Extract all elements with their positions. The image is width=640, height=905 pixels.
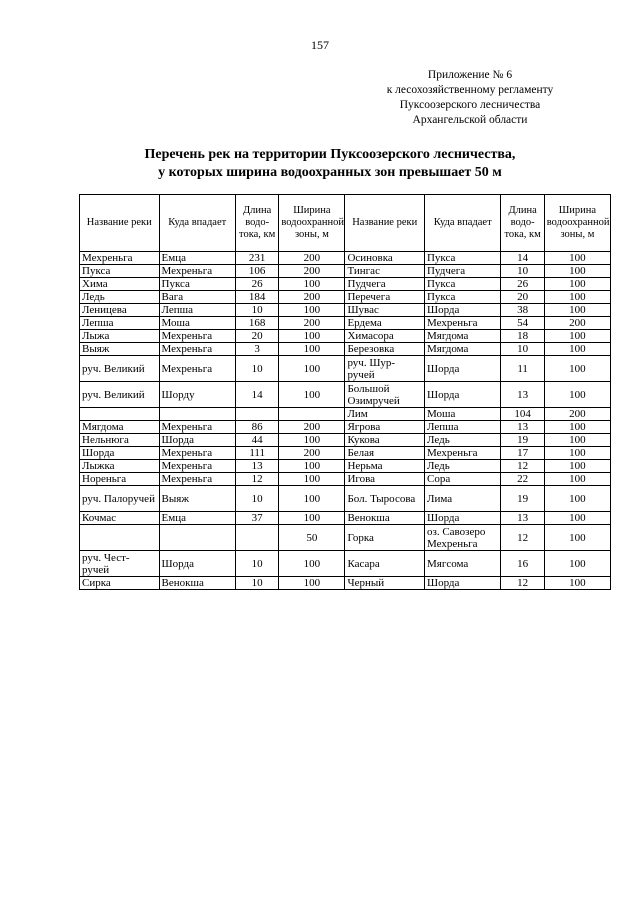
cell-length: 17	[501, 447, 544, 460]
title-line-1: Перечень рек на территории Пуксоозерского лесничества,	[144, 147, 516, 162]
cell-flows-into: Мягдома	[424, 330, 500, 343]
cell-zone-width: 100	[544, 304, 610, 317]
cell-flows-into: Мехреньга	[424, 317, 500, 330]
cell-flows-into: Мехреньга	[159, 421, 235, 434]
cell-length: 20	[235, 330, 278, 343]
cell-flows-into: Мехреньга	[159, 473, 235, 486]
cell-flows-into: Вага	[159, 291, 235, 304]
table-row	[80, 434, 611, 447]
cell-length: 22	[501, 473, 544, 486]
cell-zone-width: 100	[279, 512, 345, 525]
cell-flows-into: Лима	[424, 486, 500, 512]
cell-zone-width: 100	[279, 551, 345, 577]
cell-zone-width: 100	[544, 330, 610, 343]
cell-river-name: руч. Великий	[80, 356, 160, 382]
cell-river-name: Лыжа	[80, 330, 160, 343]
cell-length: 20	[501, 291, 544, 304]
cell-zone-width	[279, 408, 345, 421]
cell-river-name: Кочмас	[80, 512, 160, 525]
cell-zone-width: 200	[279, 265, 345, 278]
table-row	[80, 317, 611, 330]
cell-river-name: Леницева	[80, 304, 160, 317]
cell-zone-width: 100	[544, 356, 610, 382]
appendix-note	[350, 68, 590, 128]
cell-river-name: Черный	[345, 577, 425, 590]
cell-flows-into: Мягдома	[424, 343, 500, 356]
cell-river-name: Бол. Тыросова	[345, 486, 425, 512]
cell-length: 104	[501, 408, 544, 421]
cell-flows-into: Мехреньга	[159, 356, 235, 382]
cell-river-name: Ледь	[80, 291, 160, 304]
cell-length	[235, 408, 278, 421]
cell-zone-width: 100	[544, 265, 610, 278]
cell-length: 14	[235, 382, 278, 408]
cell-flows-into: Ледь	[424, 460, 500, 473]
table-row	[80, 486, 611, 512]
cell-zone-width: 100	[279, 382, 345, 408]
cell-flows-into: Выяж	[159, 486, 235, 512]
table-row	[80, 330, 611, 343]
table-row	[80, 304, 611, 317]
cell-river-name: Ягрова	[345, 421, 425, 434]
cell-length: 168	[235, 317, 278, 330]
table-row	[80, 421, 611, 434]
cell-flows-into	[159, 408, 235, 421]
header-zone-width: Ширина водоохранной зоны, м	[544, 195, 610, 252]
cell-flows-into: Моша	[159, 317, 235, 330]
cell-river-name: Перечега	[345, 291, 425, 304]
cell-length: 26	[501, 278, 544, 291]
cell-zone-width: 100	[544, 525, 610, 551]
cell-river-name: Лепша	[80, 317, 160, 330]
table-row	[80, 356, 611, 382]
cell-river-name: Лим	[345, 408, 425, 421]
cell-flows-into: Пукса	[159, 278, 235, 291]
header-zone-width: Ширина водоохранной зоны, м	[279, 195, 345, 252]
document-title	[60, 146, 600, 182]
table-row	[80, 265, 611, 278]
appendix-line: к лесохозяйственному регламенту	[386, 84, 554, 96]
cell-river-name: Сирка	[80, 577, 160, 590]
cell-zone-width: 100	[544, 447, 610, 460]
cell-river-name: Кукова	[345, 434, 425, 447]
cell-flows-into: Лепша	[159, 304, 235, 317]
cell-zone-width: 200	[279, 252, 345, 265]
cell-length: 11	[501, 356, 544, 382]
table-row	[80, 408, 611, 421]
cell-zone-width: 100	[544, 252, 610, 265]
cell-flows-into: Шорда	[424, 356, 500, 382]
page-number: 157	[311, 38, 329, 52]
cell-zone-width: 100	[544, 278, 610, 291]
table-row	[80, 252, 611, 265]
rivers-table	[79, 194, 611, 590]
cell-zone-width: 100	[279, 343, 345, 356]
cell-zone-width: 100	[544, 486, 610, 512]
cell-flows-into: Шорда	[424, 382, 500, 408]
cell-zone-width: 200	[279, 317, 345, 330]
cell-river-name: Пудчега	[345, 278, 425, 291]
cell-zone-width: 200	[544, 317, 610, 330]
cell-zone-width: 100	[279, 486, 345, 512]
cell-river-name: Мехреньга	[80, 252, 160, 265]
cell-river-name: Большой Озимручей	[345, 382, 425, 408]
cell-flows-into: Емца	[159, 512, 235, 525]
cell-zone-width: 200	[544, 408, 610, 421]
cell-river-name: Березовка	[345, 343, 425, 356]
table-row	[80, 577, 611, 590]
cell-length: 13	[501, 382, 544, 408]
cell-length: 13	[235, 460, 278, 473]
cell-flows-into: Емца	[159, 252, 235, 265]
cell-flows-into: Шорда	[424, 577, 500, 590]
cell-flows-into: Мехреньга	[159, 330, 235, 343]
cell-length: 10	[235, 486, 278, 512]
table-row	[80, 551, 611, 577]
cell-length: 54	[501, 317, 544, 330]
cell-zone-width: 100	[544, 577, 610, 590]
cell-length: 12	[235, 473, 278, 486]
cell-river-name: Мягдома	[80, 421, 160, 434]
cell-flows-into: Мехреньга	[159, 460, 235, 473]
table-header-row	[80, 195, 611, 252]
cell-river-name: Шорда	[80, 447, 160, 460]
header-flows-into: Куда впадает	[424, 195, 500, 252]
cell-length: 106	[235, 265, 278, 278]
cell-length: 13	[501, 512, 544, 525]
cell-flows-into: Венокша	[159, 577, 235, 590]
cell-length: 19	[501, 486, 544, 512]
cell-river-name: Хима	[80, 278, 160, 291]
cell-flows-into: Пукса	[424, 252, 500, 265]
cell-flows-into: Шорда	[424, 304, 500, 317]
table-row	[80, 382, 611, 408]
cell-zone-width: 100	[544, 291, 610, 304]
cell-length	[235, 525, 278, 551]
table-row	[80, 291, 611, 304]
cell-length: 44	[235, 434, 278, 447]
cell-length: 10	[235, 551, 278, 577]
cell-river-name: Лыжка	[80, 460, 160, 473]
cell-river-name: Нельнюга	[80, 434, 160, 447]
cell-length: 86	[235, 421, 278, 434]
cell-flows-into: Шорду	[159, 382, 235, 408]
cell-flows-into: Мехреньга	[424, 447, 500, 460]
cell-river-name: руч. Чест-ручей	[80, 551, 160, 577]
cell-length: 12	[501, 460, 544, 473]
cell-flows-into: Сора	[424, 473, 500, 486]
cell-length: 12	[501, 525, 544, 551]
cell-length: 184	[235, 291, 278, 304]
cell-flows-into: Пукса	[424, 291, 500, 304]
cell-length: 10	[235, 356, 278, 382]
cell-river-name: Касара	[345, 551, 425, 577]
cell-flows-into: оз. Савозеро Мехреньга	[424, 525, 500, 551]
header-length: Длина водо-тока, км	[235, 195, 278, 252]
cell-river-name: Нореньга	[80, 473, 160, 486]
cell-zone-width: 100	[279, 304, 345, 317]
cell-zone-width: 100	[279, 434, 345, 447]
cell-zone-width: 100	[279, 460, 345, 473]
cell-zone-width: 100	[544, 382, 610, 408]
cell-river-name	[80, 525, 160, 551]
cell-zone-width: 100	[544, 343, 610, 356]
cell-zone-width: 100	[279, 278, 345, 291]
cell-length: 10	[235, 577, 278, 590]
cell-flows-into: Мехреньга	[159, 447, 235, 460]
appendix-line: Пуксоозерского лесничества	[399, 99, 541, 111]
cell-zone-width: 200	[279, 421, 345, 434]
cell-zone-width: 200	[279, 447, 345, 460]
cell-flows-into: Пукса	[424, 278, 500, 291]
table-row	[80, 343, 611, 356]
cell-flows-into	[159, 525, 235, 551]
cell-zone-width: 100	[279, 577, 345, 590]
header-river-name: Название реки	[80, 195, 160, 252]
cell-river-name: руч. Палоручей	[80, 486, 160, 512]
cell-river-name: Химасора	[345, 330, 425, 343]
cell-river-name: Белая	[345, 447, 425, 460]
cell-river-name: Ердема	[345, 317, 425, 330]
cell-length: 19	[501, 434, 544, 447]
cell-zone-width: 100	[279, 473, 345, 486]
cell-flows-into: Мехреньга	[159, 265, 235, 278]
header-flows-into: Куда впадает	[159, 195, 235, 252]
cell-flows-into: Лепша	[424, 421, 500, 434]
cell-flows-into: Шорда	[159, 434, 235, 447]
table-row	[80, 460, 611, 473]
cell-river-name: Нерьма	[345, 460, 425, 473]
cell-length: 26	[235, 278, 278, 291]
cell-zone-width: 100	[544, 551, 610, 577]
table-row	[80, 278, 611, 291]
cell-zone-width: 100	[544, 434, 610, 447]
cell-zone-width: 100	[544, 421, 610, 434]
cell-flows-into: Пудчега	[424, 265, 500, 278]
cell-zone-width: 100	[279, 330, 345, 343]
cell-flows-into: Моша	[424, 408, 500, 421]
cell-river-name: Пукса	[80, 265, 160, 278]
table-row	[80, 447, 611, 460]
cell-zone-width: 50	[279, 525, 345, 551]
cell-flows-into: Мехреньга	[159, 343, 235, 356]
cell-river-name: руч. Шур-ручей	[345, 356, 425, 382]
cell-river-name: Венокша	[345, 512, 425, 525]
cell-river-name: Осиновка	[345, 252, 425, 265]
cell-length: 37	[235, 512, 278, 525]
cell-length: 38	[501, 304, 544, 317]
table-row	[80, 473, 611, 486]
table-body	[80, 252, 611, 590]
cell-zone-width: 100	[279, 356, 345, 382]
cell-length: 111	[235, 447, 278, 460]
cell-length: 13	[501, 421, 544, 434]
header-length: Длина водо-тока, км	[501, 195, 544, 252]
cell-length: 12	[501, 577, 544, 590]
cell-length: 3	[235, 343, 278, 356]
cell-flows-into: Мягсома	[424, 551, 500, 577]
cell-river-name: Горка	[345, 525, 425, 551]
cell-river-name: Выяж	[80, 343, 160, 356]
title-line-2: у которых ширина водоохранных зон превышает 50 м	[158, 165, 502, 180]
cell-length: 10	[235, 304, 278, 317]
cell-length: 14	[501, 252, 544, 265]
cell-river-name: Шувас	[345, 304, 425, 317]
cell-flows-into: Ледь	[424, 434, 500, 447]
header-river-name: Название реки	[345, 195, 425, 252]
cell-river-name	[80, 408, 160, 421]
cell-river-name: Игова	[345, 473, 425, 486]
table-row	[80, 512, 611, 525]
cell-length: 231	[235, 252, 278, 265]
cell-length: 18	[501, 330, 544, 343]
cell-flows-into: Шорда	[159, 551, 235, 577]
cell-zone-width: 200	[279, 291, 345, 304]
appendix-line: Приложение № 6	[427, 69, 513, 81]
cell-zone-width: 100	[544, 473, 610, 486]
cell-flows-into: Шорда	[424, 512, 500, 525]
cell-length: 10	[501, 343, 544, 356]
table-row	[80, 525, 611, 551]
cell-zone-width: 100	[544, 460, 610, 473]
cell-length: 16	[501, 551, 544, 577]
cell-river-name: руч. Великий	[80, 382, 160, 408]
cell-zone-width: 100	[544, 512, 610, 525]
appendix-line: Архангельской области	[412, 114, 528, 126]
cell-length: 10	[501, 265, 544, 278]
cell-river-name: Тингас	[345, 265, 425, 278]
